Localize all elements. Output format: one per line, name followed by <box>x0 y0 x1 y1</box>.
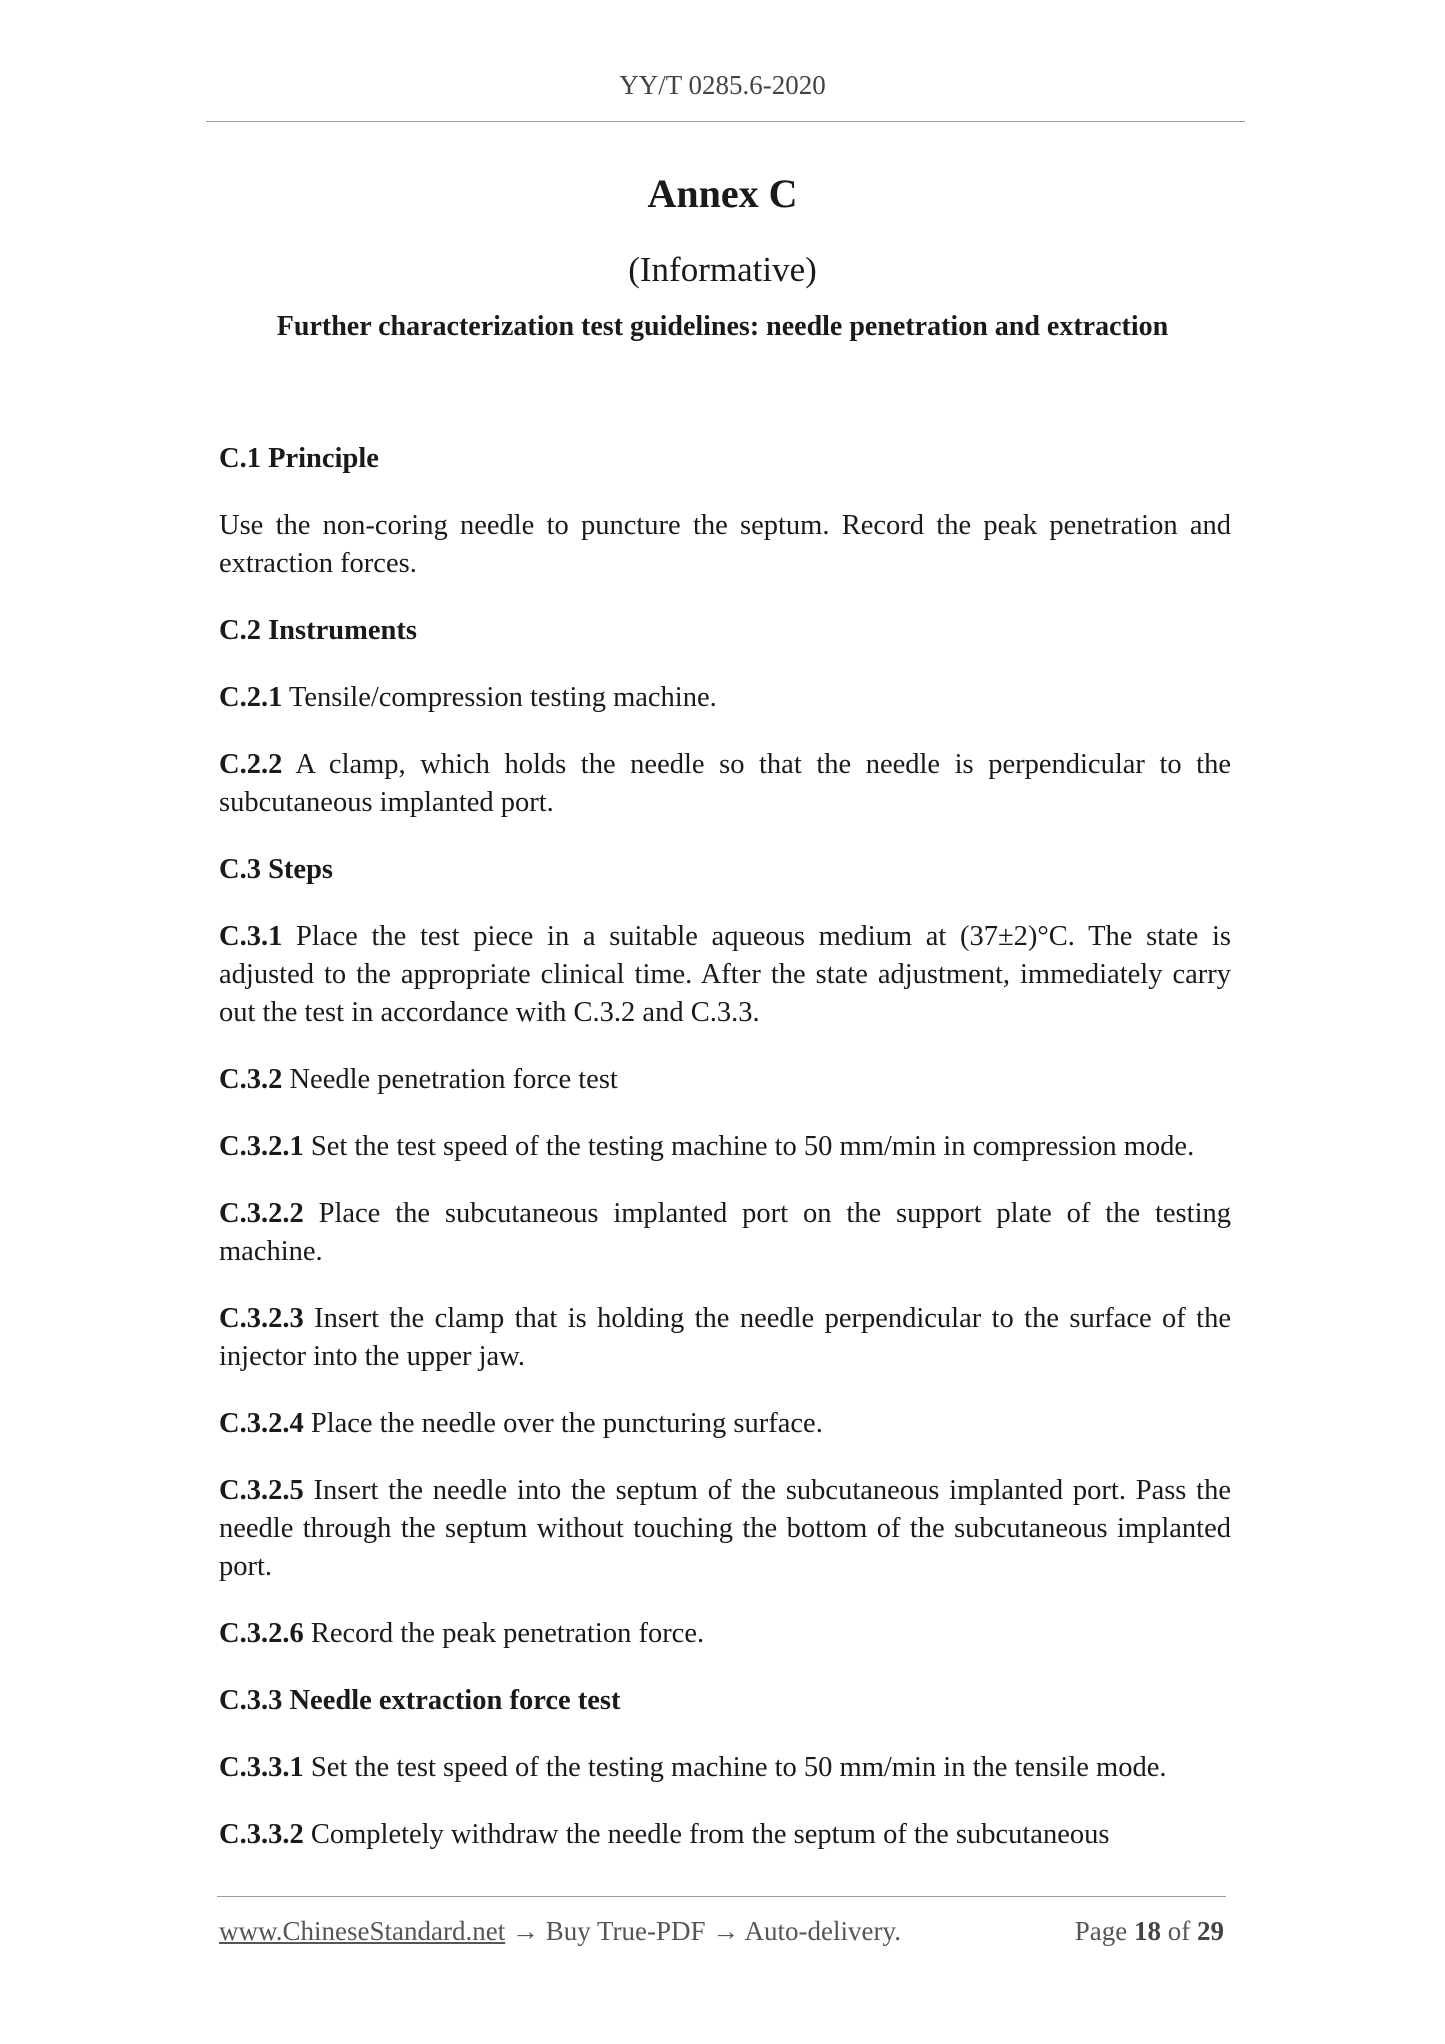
clause-number: C.3.3.2 <box>219 1819 304 1850</box>
buy-true-pdf-text: Buy True-PDF <box>545 1916 706 1946</box>
clause-number: C.3.2.1 <box>219 1131 304 1162</box>
clause-paragraph <box>219 918 1231 1032</box>
document-body <box>219 440 1231 1883</box>
clause-number: C.3.2.6 <box>219 1618 304 1649</box>
clause-text: Place the needle over the puncturing surface. <box>303 1408 823 1439</box>
clause-number: C.3.2.2 <box>219 1198 304 1229</box>
clause-paragraph <box>219 1128 1231 1166</box>
arrow-icon: → <box>712 1916 740 1946</box>
clause-text: Needle penetration force test <box>282 1064 618 1095</box>
clause-paragraph <box>219 1472 1231 1586</box>
page-label: Page <box>1074 1916 1128 1946</box>
clause-paragraph <box>219 1615 1231 1653</box>
document-code-header: YY/T 0285.6-2020 <box>619 70 826 100</box>
clause-text: Use the non-coring needle to puncture the septum. Record the peak penetration and extraction forces. <box>219 510 1231 579</box>
section-heading: C.2 Instruments <box>219 615 417 646</box>
clause-paragraph <box>219 1300 1231 1376</box>
clause-text: Completely withdraw the needle from the septum of the subcutaneous <box>303 1819 1110 1850</box>
clause-text: Insert the clamp that is holding the needle perpendicular to the surface of the injector into the upper jaw. <box>219 1303 1231 1372</box>
total-pages: 29 <box>1197 1916 1224 1946</box>
clause-text: Place the subcutaneous implanted port on the support plate of the testing machine. <box>219 1198 1231 1267</box>
clause-number: C.2.1 <box>219 682 283 713</box>
clause-paragraph <box>219 1061 1231 1099</box>
clause-paragraph <box>219 507 1231 583</box>
footer-promo <box>219 1916 901 1947</box>
current-page: 18 <box>1134 1916 1161 1946</box>
clause-text: Place the test piece in a suitable aqueous medium at (37±2)°C. The state is adjusted to the appropriate clinical time. After the state adjustment, immediately carry out the test in accordance with C.3.2 and C.3.3. <box>219 921 1231 1028</box>
clause-paragraph <box>219 1749 1231 1787</box>
clause-number: C.3.2 <box>219 1064 283 1095</box>
footer-divider <box>217 1896 1226 1897</box>
section-heading: C.1 Principle <box>219 443 379 474</box>
of-label: of <box>1167 1916 1191 1946</box>
clause-text: Set the test speed of the testing machine to 50 mm/min in the tensile mode. <box>303 1752 1167 1783</box>
clause-paragraph <box>219 1195 1231 1271</box>
clause-text: Insert the needle into the septum of the subcutaneous implanted port. Pass the needle through the septum without touching the bottom of the subcutaneous implanted port. <box>219 1475 1231 1582</box>
clause-paragraph <box>219 679 1231 717</box>
clause-number: C.2.2 <box>219 749 283 780</box>
page-number <box>1075 1916 1224 1947</box>
clause-number: C.3.2.5 <box>219 1475 304 1506</box>
section-heading: C.3.3 Needle extraction force test <box>219 1685 621 1716</box>
clause-number: C.3.2.4 <box>219 1408 304 1439</box>
clause-paragraph <box>219 1816 1231 1854</box>
section-heading: C.3 Steps <box>219 854 334 885</box>
clause-number: C.3.3.1 <box>219 1752 304 1783</box>
clause-text: A clamp, which holds the needle so that the needle is perpendicular to the subcutaneous implanted port. <box>219 749 1231 818</box>
clause-paragraph <box>219 1405 1231 1443</box>
clause-text: Set the test speed of the testing machine to 50 mm/min in compression mode. <box>303 1131 1195 1162</box>
clause-number: C.3.2.3 <box>219 1303 304 1334</box>
annex-description: Further characterization test guidelines: needle penetration and extraction <box>276 311 1169 342</box>
header-divider <box>206 121 1245 122</box>
clause-text: Tensile/compression testing machine. <box>282 682 717 713</box>
annex-status: (Informative) <box>628 250 817 289</box>
chinesestandard-link[interactable]: www.ChineseStandard.net <box>219 1916 506 1946</box>
clause-number: C.3.1 <box>219 921 283 952</box>
clause-paragraph <box>219 746 1231 822</box>
arrow-icon: → <box>511 1916 539 1946</box>
clause-text: Record the peak penetration force. <box>303 1618 705 1649</box>
auto-delivery-text: Auto-delivery. <box>744 1916 901 1946</box>
annex-title: Annex C <box>647 171 798 216</box>
